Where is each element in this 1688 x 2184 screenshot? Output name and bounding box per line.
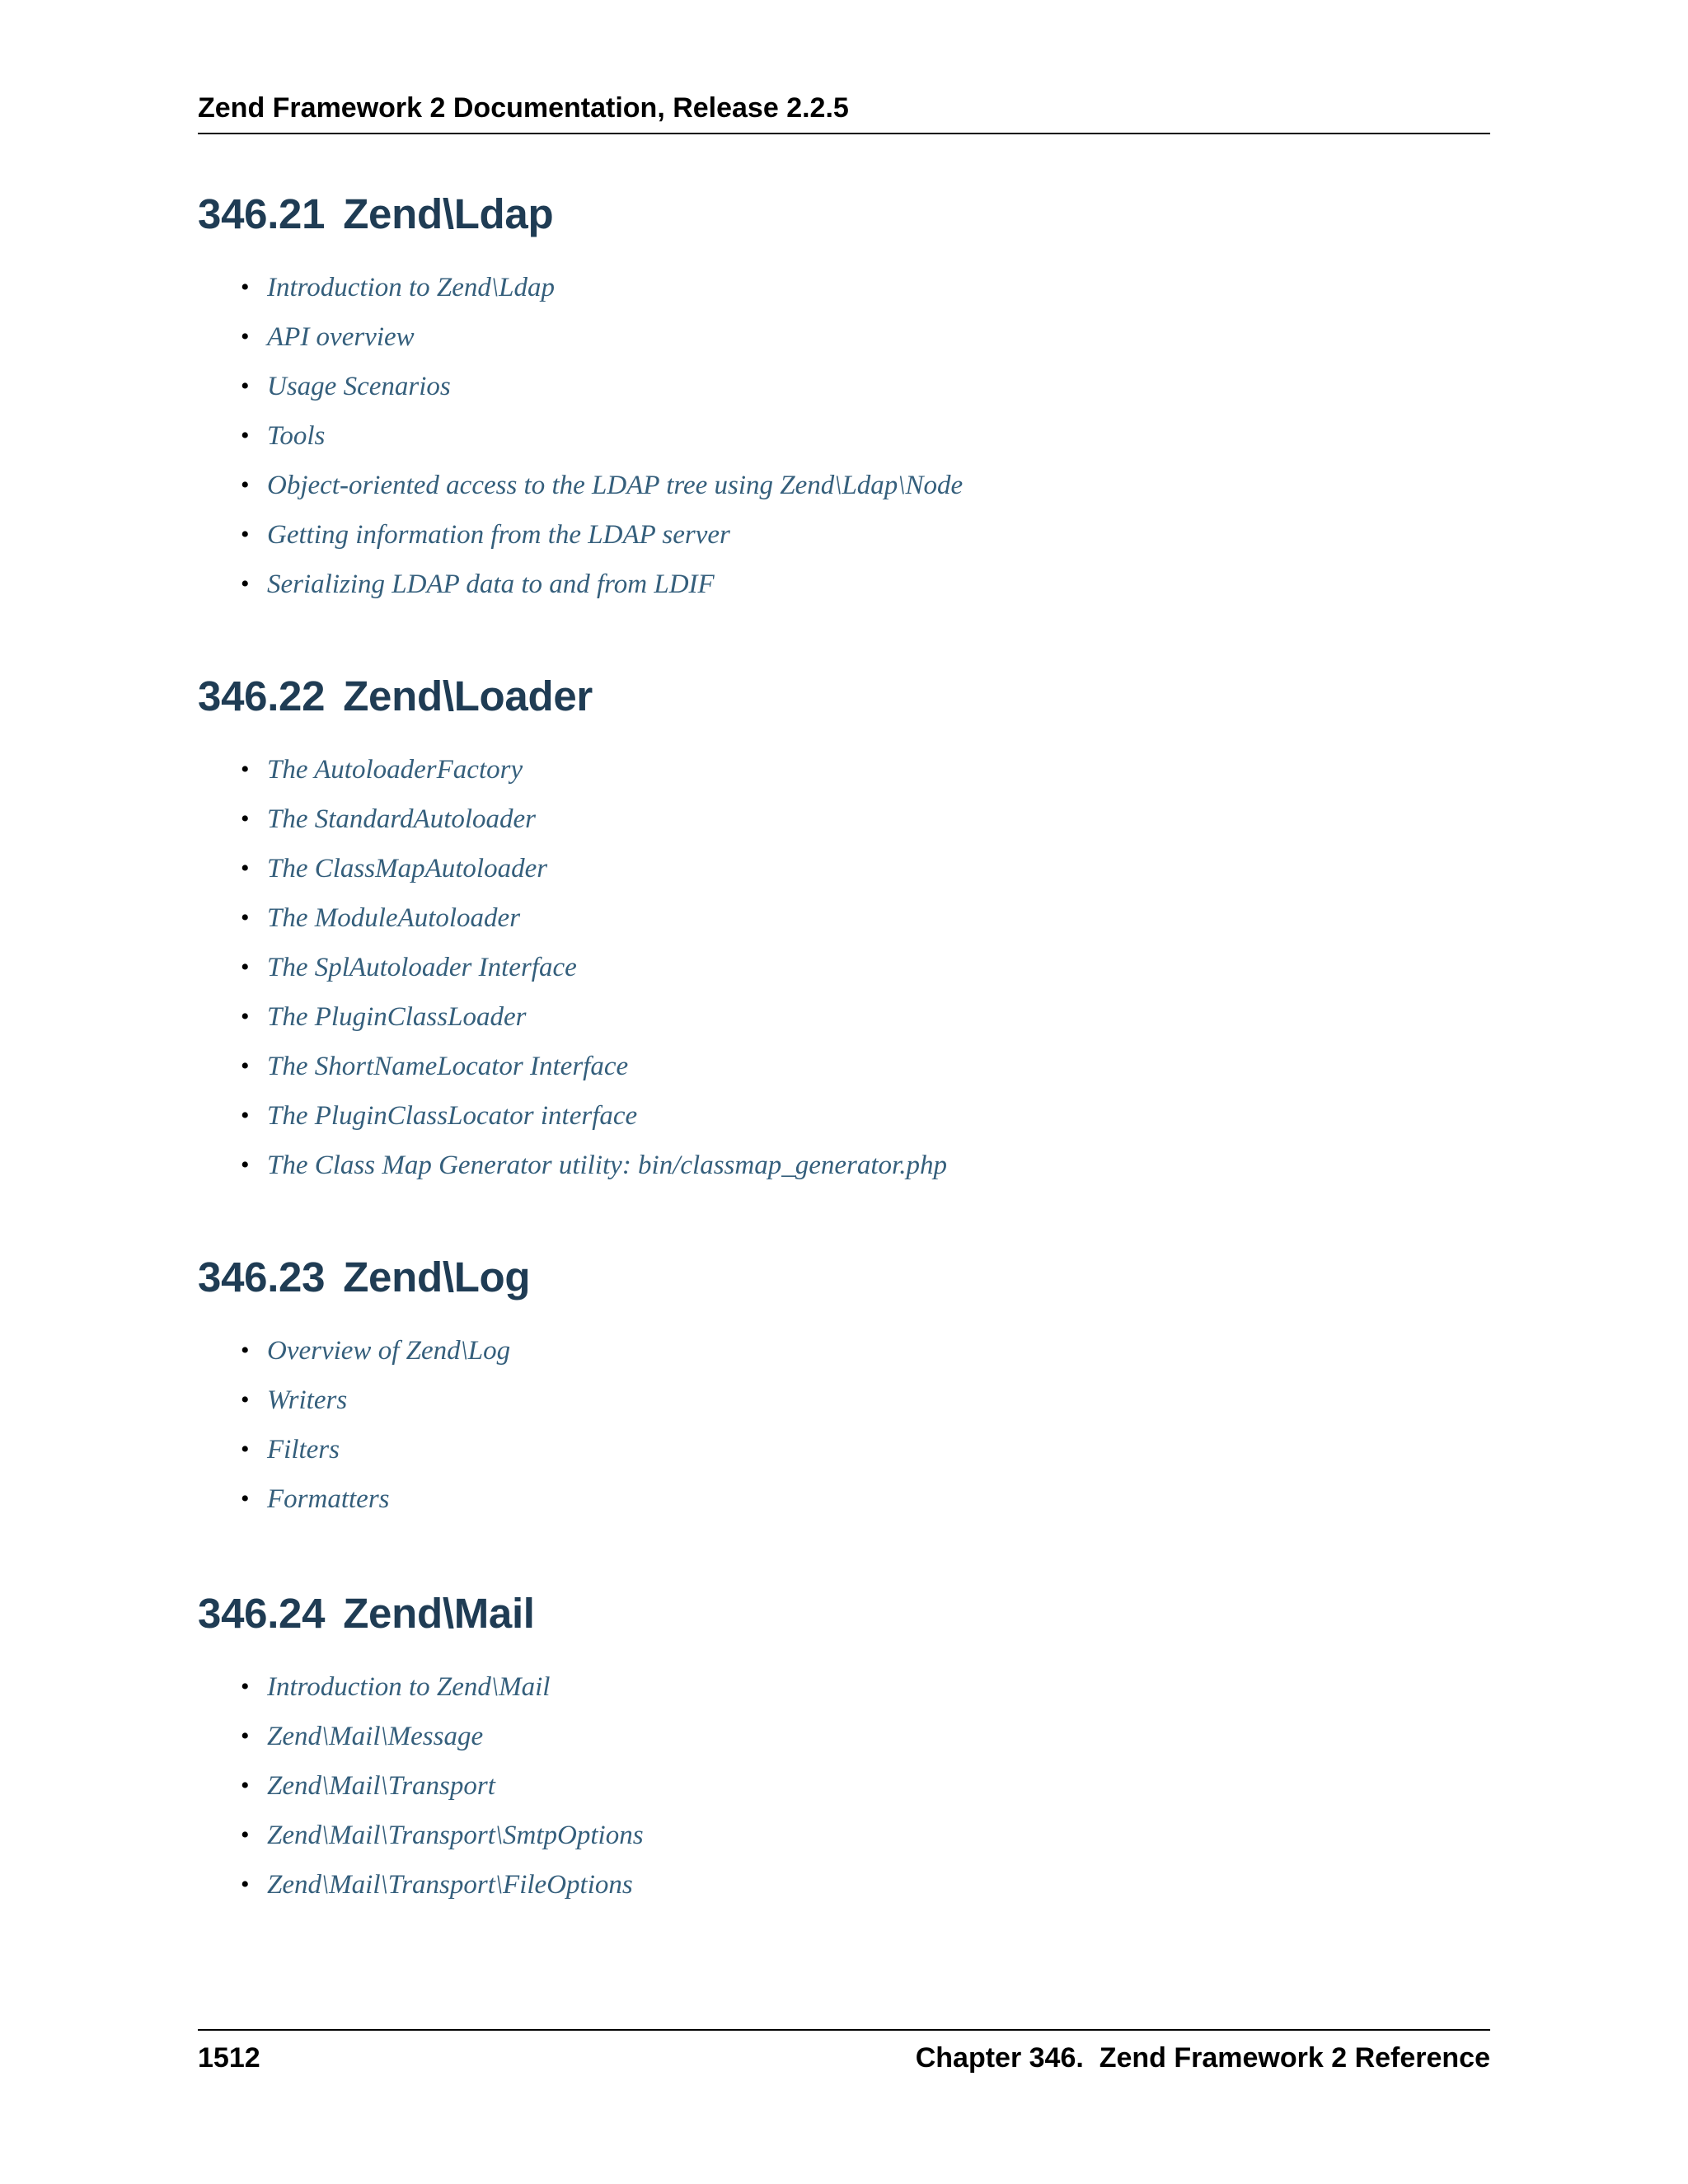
- bullet: •: [241, 323, 250, 350]
- section-zend-ldap: [198, 165, 1490, 643]
- toc-link[interactable]: • The ModuleAutoloader: [198, 893, 1490, 943]
- bullet: •: [241, 1052, 250, 1080]
- toc-link[interactable]: • The Class Map Generator utility: bin/classmap_generator.php: [198, 1141, 1490, 1190]
- toc-link[interactable]: • Introduction to Zend\Ldap: [198, 263, 1490, 312]
- bullet: •: [241, 1386, 250, 1413]
- section-heading: [198, 643, 1490, 720]
- bullet: •: [241, 1151, 250, 1179]
- bullet: •: [241, 1871, 250, 1898]
- section-heading: [198, 165, 1490, 238]
- section-heading: [198, 1560, 1490, 1638]
- section-title: Zend\Mail: [343, 1590, 535, 1637]
- toc-link[interactable]: • Zend\Mail\Transport\SmtpOptions: [198, 1811, 1490, 1860]
- section-zend-mail: [198, 1560, 1490, 1910]
- bullet: •: [241, 904, 250, 931]
- toc-link[interactable]: • Getting information from the LDAP server: [198, 510, 1490, 560]
- bullet: •: [241, 1772, 250, 1799]
- bullet: •: [241, 274, 250, 301]
- bullet: •: [241, 570, 250, 598]
- page-content: [198, 165, 1490, 1910]
- bullet: •: [241, 954, 250, 981]
- bullet: •: [241, 521, 250, 548]
- bullet: •: [241, 1485, 250, 1512]
- toc-link[interactable]: • Zend\Mail\Transport: [198, 1761, 1490, 1811]
- section-zend-log: [198, 1224, 1490, 1560]
- section-number: 346.24: [198, 1590, 326, 1637]
- bullet: •: [241, 1673, 250, 1700]
- bullet: •: [241, 1722, 250, 1750]
- toc-link[interactable]: • Zend\Mail\Transport\FileOptions: [198, 1860, 1490, 1910]
- toc-link[interactable]: • The AutoloaderFactory: [198, 745, 1490, 794]
- bullet: •: [241, 471, 250, 499]
- section-heading: [198, 1224, 1490, 1301]
- toc-link[interactable]: • The StandardAutoloader: [198, 794, 1490, 844]
- toc-link[interactable]: • Tools: [198, 411, 1490, 461]
- bullet: •: [241, 1102, 250, 1129]
- page-number: 1512: [198, 2042, 260, 2074]
- toc-link[interactable]: • Object-oriented access to the LDAP tree using Zend\Ldap\Node: [198, 461, 1490, 510]
- section-number: 346.23: [198, 1254, 326, 1301]
- toc-link[interactable]: • The PluginClassLocator interface: [198, 1091, 1490, 1141]
- bullet: •: [241, 422, 250, 449]
- toc-link[interactable]: • The SplAutoloader Interface: [198, 943, 1490, 992]
- section-number: 346.22: [198, 673, 326, 719]
- header-title: Zend Framework 2 Documentation, Release 2.2.5: [198, 92, 849, 124]
- toc-list: [198, 1662, 1490, 1910]
- bullet: •: [241, 373, 250, 400]
- toc-list: [198, 263, 1490, 609]
- section-title: Zend\Log: [343, 1254, 531, 1301]
- bullet: •: [241, 805, 250, 832]
- bullet: •: [241, 855, 250, 882]
- bullet: •: [241, 1821, 250, 1849]
- toc-link[interactable]: • Formatters: [198, 1474, 1490, 1524]
- toc-list: [198, 745, 1490, 1190]
- toc-link[interactable]: • Overview of Zend\Log: [198, 1326, 1490, 1376]
- toc-list: [198, 1326, 1490, 1524]
- toc-link[interactable]: • Introduction to Zend\Mail: [198, 1662, 1490, 1712]
- running-footer: [198, 2029, 1490, 2074]
- chapter-title: Chapter 346. Zend Framework 2 Reference: [915, 2042, 1490, 2074]
- bullet: •: [241, 1337, 250, 1364]
- toc-link[interactable]: • The PluginClassLoader: [198, 992, 1490, 1042]
- bullet: •: [241, 756, 250, 783]
- toc-link[interactable]: • API overview: [198, 312, 1490, 362]
- toc-link[interactable]: • Serializing LDAP data to and from LDIF: [198, 560, 1490, 609]
- toc-link[interactable]: • Writers: [198, 1376, 1490, 1425]
- section-number: 346.21: [198, 190, 326, 237]
- toc-link[interactable]: • Usage Scenarios: [198, 362, 1490, 411]
- toc-link[interactable]: • Zend\Mail\Message: [198, 1712, 1490, 1761]
- toc-link[interactable]: • The ShortNameLocator Interface: [198, 1042, 1490, 1091]
- bullet: •: [241, 1436, 250, 1463]
- bullet: •: [241, 1003, 250, 1030]
- section-title: Zend\Ldap: [343, 190, 554, 237]
- running-header: [198, 92, 1490, 134]
- section-zend-loader: [198, 643, 1490, 1224]
- section-title: Zend\Loader: [343, 673, 593, 719]
- toc-link[interactable]: • The ClassMapAutoloader: [198, 844, 1490, 893]
- toc-link[interactable]: • Filters: [198, 1425, 1490, 1474]
